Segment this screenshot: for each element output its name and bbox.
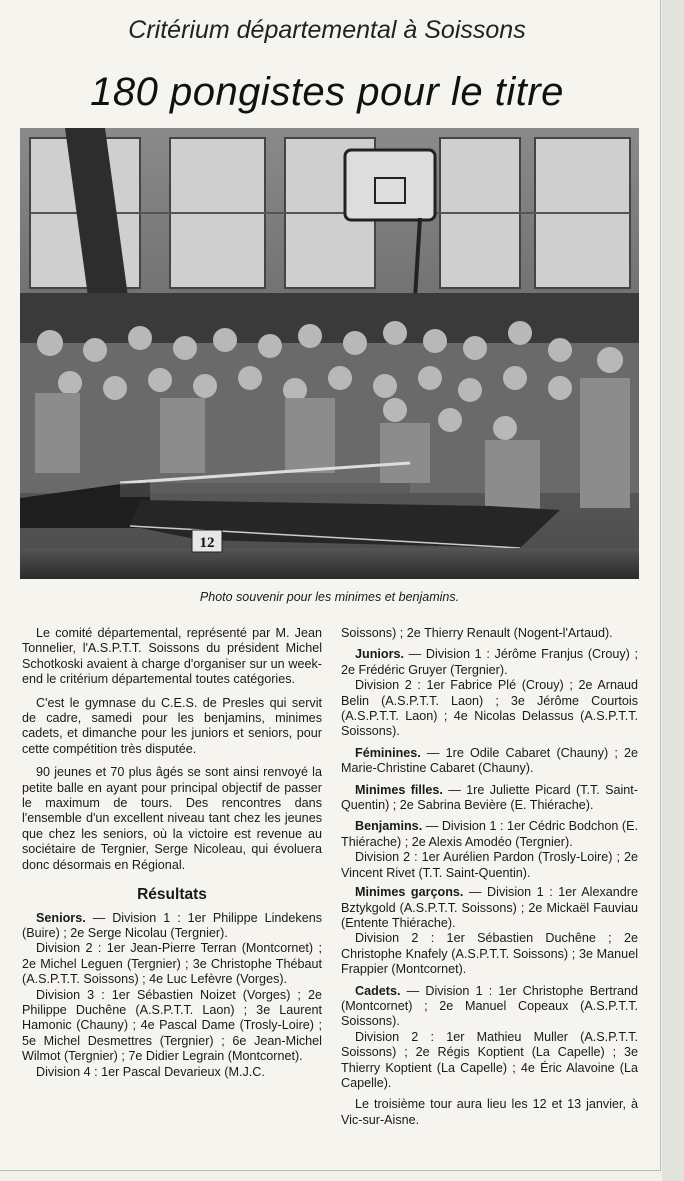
closing-paragraph: Le troisième tour aura lieu les 12 et 13 janvier, à Vic-sur-Aisne.: [341, 1097, 638, 1127]
article-kicker: Critérium départemental à Soissons: [128, 16, 526, 44]
seniors-division-4-end: Soissons) ; 2e Thierry Renault (Nogent-l'Artaud).: [341, 626, 613, 640]
minimes-filles-label: Minimes filles.: [355, 782, 443, 797]
juniors-label: Juniors.: [355, 647, 404, 662]
feminines-label: Féminines.: [355, 745, 421, 760]
adjacent-page-edge: [662, 0, 684, 1181]
photo-caption: Photo souvenir pour les minimes et benjamins.: [199, 590, 460, 604]
benjamins-label: Benjamins.: [355, 819, 423, 834]
minimes-garcons-division-1: [341, 885, 638, 931]
juniors-d1-text: — Division 1 : Jérôme Franjus (Crouy) ; 2e Frédéric Gruyer (Tergnier).: [341, 647, 638, 677]
minimes-filles-text: — 1re Juliette Picard (T.T. Saint-Quentin) ; 2e Sabrina Bevière (E. Thiérache).: [341, 782, 638, 813]
minimes-filles-results: [341, 783, 638, 814]
intro-paragraph-1: Le comité départemental, représenté par M. Jean Tonnelier, l'A.S.P.T.T. Soissons du président Michel Schotkoski avaient à charge d'organiser sur un week-end le critérium départemental toutes catégories.: [22, 626, 322, 687]
minimes-garcons-d1-text: — Division 1 : 1er Alexandre Bztykgold (A.S.P.T.T. Soissons) ; 2e Mickaël Fauviau (Entente Thiérache).: [341, 885, 638, 930]
cadets-d1-text: — Division 1 : 1er Christophe Bertrand (Montcornet) ; 2e Manuel Copeaux (A.S.P.T.T. Soissons).: [341, 983, 638, 1029]
feminines-text: — 1re Odile Cabaret (Chauny) ; 2e Marie-Christine Cabaret (Chauny).: [341, 745, 638, 776]
cadets-division-2: Division 2 : 1er Mathieu Muller (A.S.P.T.T. Soissons) ; 2e Régis Koptient (La Capelle) ; 3e Thierry Koptient (La Capelle) ; 4e Éric Alavoine (La Capelle).: [341, 1029, 638, 1090]
seniors-label: Seniors.: [36, 910, 86, 925]
cadets-label: Cadets.: [355, 983, 401, 998]
seniors-division-4-start: Division 4 : 1er Pascal Devarieux (M.J.C.: [36, 1064, 265, 1079]
juniors-division-1: [341, 647, 638, 678]
minimes-garcons-label: Minimes garçons.: [355, 885, 464, 900]
juniors-division-2: Division 2 : 1er Fabrice Plé (Crouy) ; 2e Arnaud Belin (A.S.P.T.T. Laon) ; 3e Jérôme Courtois (A.S.P.T.T. Laon) ; 4e Nicolas Delassus (A.S.P.T.T. Soissons).: [341, 678, 638, 739]
photo-group-table-tennis: [20, 128, 639, 579]
article-headline: 180 pongistes pour le titre: [90, 70, 564, 114]
results-heading: Résultats: [137, 886, 207, 904]
benjamins-d1-text: — Division 1 : 1er Cédric Bodchon (E. Thiérache) ; 2e Alexis Amodéo (Tergnier).: [341, 819, 638, 849]
minimes-garcons-division-2: Division 2 : 1er Sébastien Duchêne ; 2e Christophe Knafely (A.S.P.T.T. Soissons) ; 3e Manuel Frappier (Montcornet).: [341, 931, 638, 977]
benjamins-division-2: Division 2 : 1er Aurélien Pardon (Trosly-Loire) ; 2e Vincent Rivet (T.T. Saint-Quentin).: [341, 850, 638, 880]
feminines-results: [341, 746, 638, 777]
intro-paragraph-2: C'est le gymnase du C.E.S. de Presles qui servit de cadre, samedi pour les benjamins, minimes cadets, et dimanche pour les juniors et seniors, pour cette compétition très disputée.: [22, 695, 322, 756]
photo-table-number: 12: [199, 535, 215, 551]
seniors-division-1: [22, 911, 322, 942]
article-column-right: [341, 626, 638, 1136]
seniors-d1-text: — Division 1 : 1er Philippe Lindekens (Buire) ; 2e Serge Nicolau (Tergnier).: [22, 910, 322, 940]
seniors-division-2: Division 2 : 1er Jean-Pierre Terran (Montcornet) ; 2e Michel Leguen (Tergnier) ; 3e Christophe Thébaut (A.S.P.T.T. Soissons) ; 4e Luc Lefèvre (Vorges).: [22, 941, 322, 987]
seniors-division-3: Division 3 : 1er Sébastien Noizet (Vorges) ; 2e Philippe Duchêne (A.S.P.T.T. Laon) ; 3e Laurent Hamonic (Chauny) ; 4e Pascal Dame (Trosly-Loire) ; 5e Michel Desmettres (Tergnier) ; 6e Jean-Michel Wilmot (Tergnier) ; 7e Didier Legrain (Montcornet).: [22, 987, 322, 1064]
article-column-left: [22, 626, 322, 1080]
article-photo: [20, 128, 639, 579]
cadets-division-1: [341, 984, 638, 1030]
benjamins-division-1: [341, 819, 638, 850]
intro-paragraph-3: 90 jeunes et 70 plus âgés se sont ainsi renvoyé la petite balle en ayant pour principal objectif de passer le maximum de tours. Des rencontres dans l'ensemble d'un excellent niveau tant chez les jeunes que chez les seniors, où la victoire est revenue au sociétaire de Tergnier, Serge Nicoleau, qui évoluera donc désormais en Régional.: [22, 765, 322, 872]
